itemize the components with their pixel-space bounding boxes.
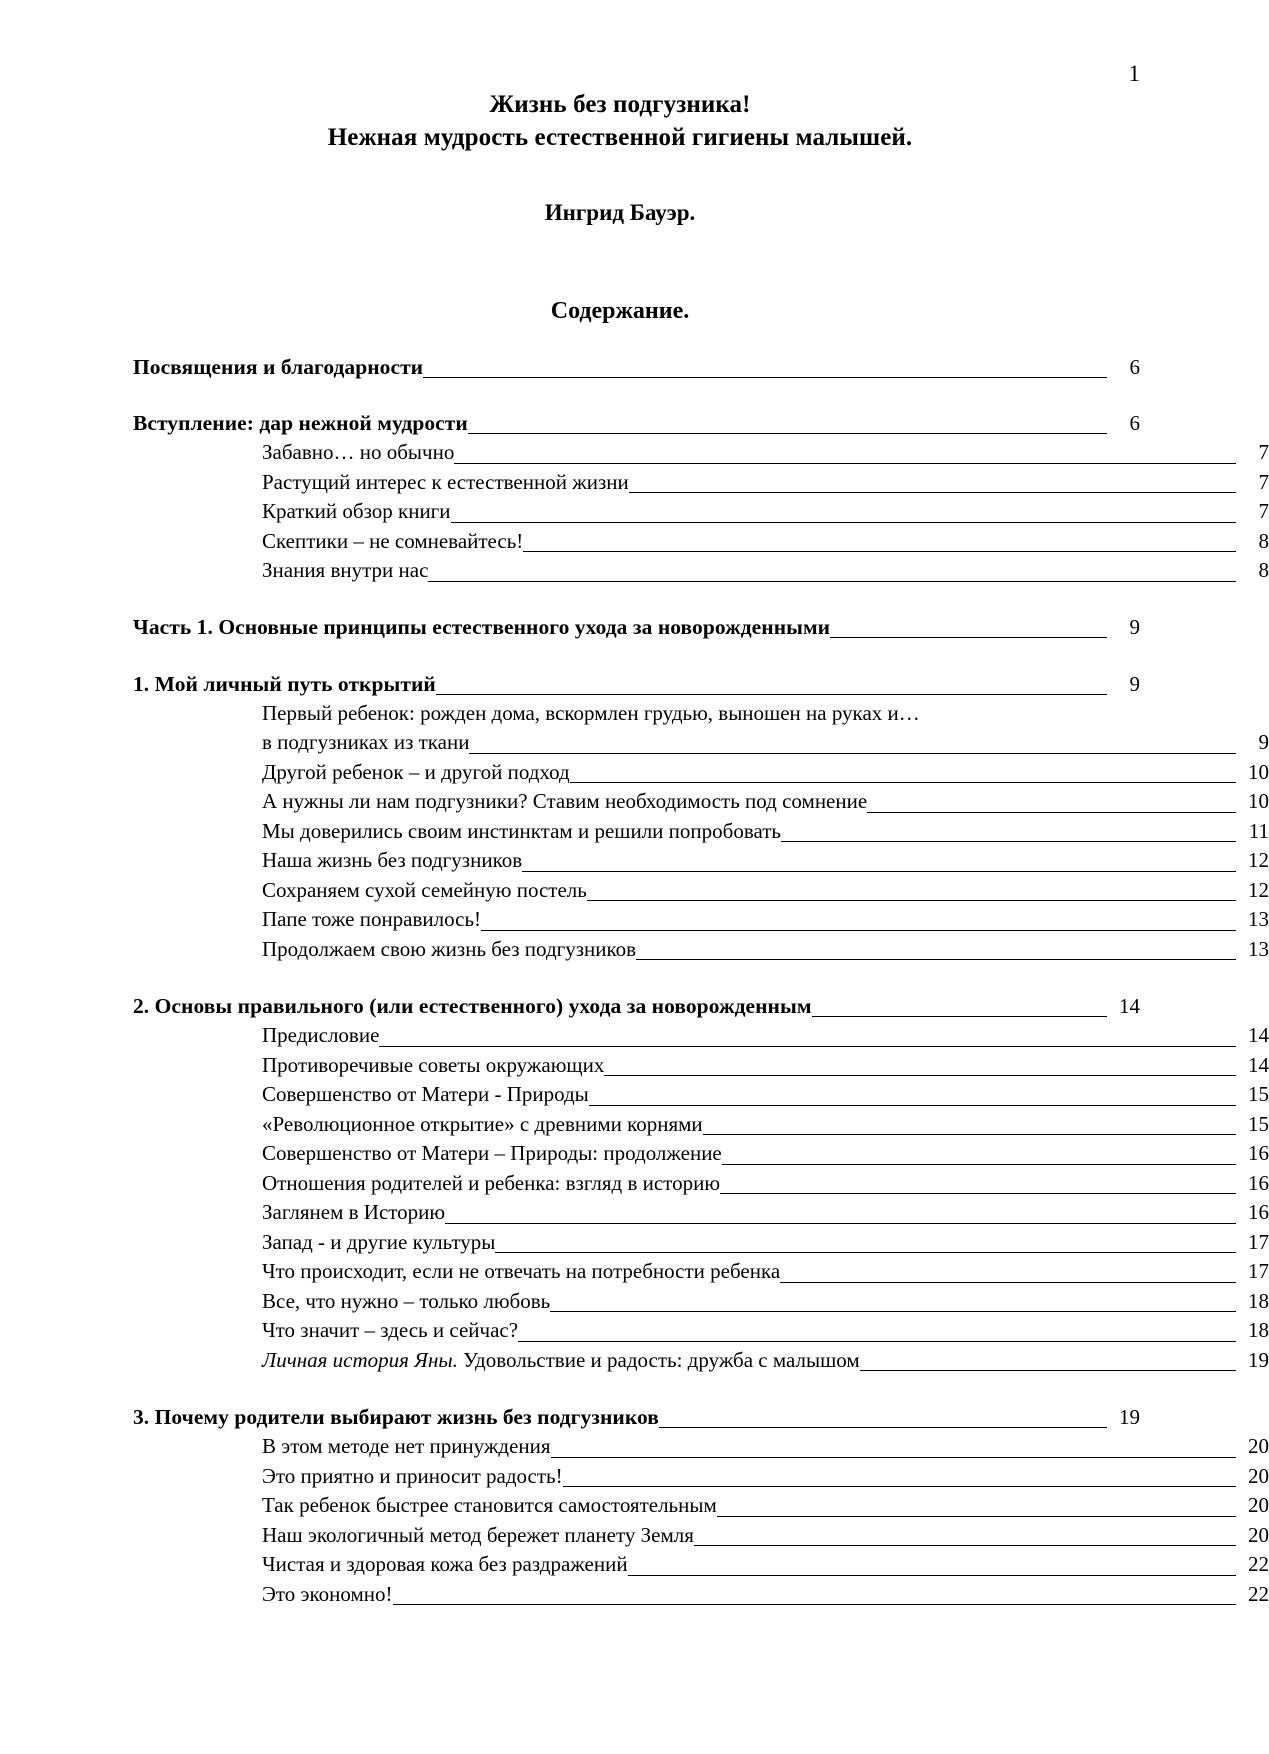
- toc-leader-rule: [469, 752, 1236, 754]
- toc-entry[interactable]: [133, 1198, 1269, 1228]
- toc-entry[interactable]: [133, 1110, 1269, 1140]
- toc-entry[interactable]: [133, 1432, 1269, 1462]
- toc-entry-page-number: 22: [1248, 1552, 1269, 1576]
- toc-entry[interactable]: [133, 408, 1140, 438]
- toc-leader-rule: [920, 723, 1236, 724]
- toc-entry-label: Предисловие: [262, 1023, 380, 1047]
- toc-leader-rule: [867, 811, 1236, 813]
- toc-entry[interactable]: [133, 846, 1269, 876]
- toc-entry-label: Все, что нужно – только любовь: [262, 1288, 551, 1313]
- toc-entry[interactable]: [133, 699, 1269, 729]
- toc-entry[interactable]: [133, 468, 1269, 498]
- toc-entry[interactable]: [133, 527, 1269, 557]
- toc-entry[interactable]: [133, 1080, 1269, 1110]
- toc-entry[interactable]: [133, 1316, 1269, 1346]
- toc-leader-rule: [860, 1369, 1236, 1371]
- toc-leader-rule: [563, 1485, 1236, 1487]
- toc-entry-page-number: 15: [1248, 1082, 1269, 1106]
- toc-leader-rule: [722, 1163, 1236, 1165]
- toc-leader-rule: [393, 1603, 1236, 1605]
- toc-entry-label: Совершенство от Матери - Природы: [262, 1082, 589, 1106]
- toc-entry[interactable]: [133, 1550, 1269, 1580]
- toc-leader-rule: [694, 1544, 1236, 1546]
- toc-entry[interactable]: [133, 1257, 1269, 1287]
- toc-entry-label: Это экономно!: [262, 1581, 393, 1606]
- toc-entry-page-number: 14: [1248, 1052, 1269, 1077]
- section-gap: [133, 642, 1140, 669]
- toc-leader-rule: [636, 958, 1236, 960]
- toc-entry-page-number: 8: [1258, 558, 1269, 582]
- toc-leader-rule: [445, 1222, 1236, 1224]
- table-of-contents-heading: Содержание.: [550, 298, 690, 324]
- toc-entry-label: Противоречивые советы окружающих: [262, 1052, 605, 1077]
- toc-entry-page-number: 13: [1248, 936, 1269, 961]
- toc-entry-label: Первый ребенок: рожден дома, вскормлен грудью, выношен на руках и…: [262, 700, 920, 725]
- toc-entry-page-number: 17: [1248, 1229, 1269, 1254]
- toc-leader-rule: [780, 1281, 1236, 1283]
- toc-entry-label: Знания внутри нас: [262, 558, 429, 582]
- table-of-contents-list: [133, 352, 1269, 1609]
- toc-entry[interactable]: [133, 1521, 1269, 1551]
- section-gap: [133, 1375, 1140, 1402]
- section-gap: [133, 586, 1140, 612]
- toc-entry-page-number: 16: [1248, 1141, 1269, 1165]
- page-number-folio: 1: [1128, 61, 1140, 86]
- toc-entry-page-number: 7: [1258, 499, 1269, 523]
- toc-entry-label: Часть 1. Основные принципы естественного ухода за новорожденными: [133, 614, 831, 639]
- toc-entry-page-number: 6: [1129, 355, 1140, 379]
- toc-entry-page-number: 19: [1119, 1405, 1140, 1429]
- toc-entry-page-number: 22: [1248, 1581, 1269, 1606]
- toc-leader-rule: [428, 580, 1236, 582]
- toc-entry-page-number: 18: [1248, 1288, 1269, 1313]
- toc-leader-rule: [454, 462, 1236, 464]
- toc-entry-label: в подгузниках из ткани: [262, 730, 470, 754]
- toc-entry-label: 3. Почему родители выбирают жизнь без подгузников: [133, 1405, 659, 1429]
- toc-entry-label: Забавно… но обычно: [262, 440, 455, 464]
- toc-entry-label: Наш экологичный метод бережет планету Земля: [262, 1522, 694, 1547]
- toc-entry-page-number: 15: [1248, 1111, 1269, 1136]
- toc-entry-page-number: 7: [1258, 440, 1269, 464]
- toc-entry[interactable]: [133, 669, 1140, 699]
- toc-entry-label: Что значит – здесь и сейчас?: [262, 1318, 519, 1342]
- toc-leader-rule: [830, 636, 1107, 638]
- toc-entry[interactable]: [133, 612, 1140, 642]
- toc-entry-page-number: 12: [1248, 848, 1269, 872]
- toc-entry[interactable]: [133, 1169, 1269, 1199]
- book-title-line-2: Нежная мудрость естественной гигиены малышей.: [327, 124, 913, 151]
- toc-leader-rule: [604, 1074, 1236, 1076]
- toc-entry-page-number: 17: [1248, 1259, 1269, 1283]
- toc-entry-label: Так ребенок быстрее становится самостоятельным: [262, 1493, 717, 1517]
- toc-entry-page-number: 16: [1248, 1170, 1269, 1195]
- toc-entry-page-number: 10: [1248, 759, 1269, 784]
- toc-leader-rule: [495, 1251, 1236, 1253]
- toc-leader-rule: [550, 1310, 1236, 1312]
- toc-entry-label: Что происходит, если не отвечать на потребности ребенка: [262, 1259, 781, 1283]
- toc-leader-rule: [522, 870, 1236, 872]
- toc-entry-page-number: 19: [1248, 1347, 1269, 1372]
- toc-leader-rule: [589, 1104, 1236, 1106]
- toc-entry[interactable]: [133, 758, 1269, 788]
- toc-entry-label: Сохраняем сухой семейную постель: [262, 877, 587, 902]
- toc-entry-page-number: 12: [1248, 877, 1269, 902]
- toc-leader-rule: [551, 1456, 1236, 1458]
- toc-entry[interactable]: [133, 905, 1269, 935]
- toc-leader-rule: [659, 1426, 1107, 1428]
- toc-leader-rule: [570, 781, 1236, 783]
- toc-entry-page-number: 8: [1258, 528, 1269, 553]
- author-name: Ингрид Бауэр.: [544, 200, 696, 225]
- toc-entry-label: «Революционное открытие» с древними корнями: [262, 1111, 703, 1136]
- toc-entry-label: Другой ребенок – и другой подход: [262, 759, 570, 784]
- toc-entry[interactable]: [133, 876, 1269, 906]
- toc-leader-rule: [518, 1340, 1236, 1342]
- toc-entry[interactable]: [133, 728, 1269, 758]
- toc-entry-page-number: 14: [1119, 994, 1140, 1018]
- toc-leader-rule: [481, 929, 1236, 931]
- toc-entry[interactable]: [133, 497, 1269, 527]
- toc-leader-rule: [523, 550, 1236, 552]
- toc-entry[interactable]: [133, 1287, 1269, 1317]
- book-title-line-1: Жизнь без подгузника!: [489, 91, 751, 118]
- toc-entry-label: Это приятно и приносит радость!: [262, 1463, 563, 1488]
- toc-entry-label: Совершенство от Матери – Природы: продолжение: [262, 1141, 722, 1165]
- toc-entry-label: Отношения родителей и ребенка: взгляд в историю: [262, 1170, 721, 1195]
- toc-entry[interactable]: [133, 1228, 1269, 1258]
- toc-entry-label: Чистая и здоровая кожа без раздражений: [262, 1552, 628, 1576]
- toc-leader-rule: [436, 693, 1107, 695]
- section-gap: [133, 964, 1140, 991]
- toc-leader-rule: [812, 1015, 1107, 1017]
- toc-entry-label: В этом методе нет принуждения: [262, 1434, 551, 1458]
- toc-entry-page-number: 16: [1248, 1200, 1269, 1224]
- toc-entry[interactable]: [133, 1462, 1269, 1492]
- toc-entry[interactable]: [133, 991, 1140, 1021]
- toc-entry-label: Личная история Яны. Удовольствие и радость: дружба с малышом: [262, 1347, 860, 1372]
- toc-entry[interactable]: [133, 1346, 1269, 1376]
- toc-entry[interactable]: [133, 1051, 1269, 1081]
- toc-entry-page-number: 13: [1248, 907, 1269, 931]
- toc-entry-label: Мы доверились своим инстинктам и решили попробовать: [262, 818, 781, 843]
- toc-entry-page-number: 10: [1248, 789, 1269, 813]
- toc-entry-page-number: 6: [1129, 411, 1140, 435]
- toc-entry[interactable]: [133, 1402, 1140, 1432]
- toc-entry-label: Заглянем в Историю: [262, 1200, 446, 1224]
- toc-entry[interactable]: [133, 817, 1269, 847]
- toc-entry-page-number: 14: [1248, 1023, 1269, 1047]
- toc-leader-rule: [379, 1045, 1236, 1047]
- toc-leader-rule: [720, 1192, 1236, 1194]
- toc-entry-label: Вступление: дар нежной мудрости: [133, 411, 468, 435]
- toc-entry-page-number: 9: [1258, 730, 1269, 754]
- toc-entry[interactable]: [133, 1139, 1269, 1169]
- toc-entry-page-number: 9: [1129, 614, 1140, 639]
- toc-entry-label: 2. Основы правильного (или естественного) ухода за новорожденным: [133, 994, 812, 1018]
- toc-entry[interactable]: [133, 438, 1269, 468]
- toc-entry-page-number: 18: [1248, 1318, 1269, 1342]
- section-gap: [133, 382, 1140, 408]
- toc-leader-rule: [703, 1133, 1236, 1135]
- toc-entry[interactable]: [133, 556, 1269, 586]
- toc-entry-label: Наша жизнь без подгузников: [262, 848, 523, 872]
- toc-entry-page-number: 20: [1248, 1434, 1269, 1458]
- toc-entry-label: Продолжаем свою жизнь без подгузников: [262, 936, 637, 961]
- title-block: [0, 88, 1240, 228]
- toc-entry-page-number: 20: [1248, 1493, 1269, 1517]
- toc-entry[interactable]: [133, 935, 1269, 965]
- toc-entry-label: 1. Мой личный путь открытий: [133, 671, 436, 696]
- toc-entry-label-secondary: Удовольствие и радость: дружба с малышом: [457, 1347, 860, 1372]
- toc-entry-label: Скептики – не сомневайтесь!: [262, 528, 524, 553]
- toc-entry[interactable]: [133, 352, 1140, 382]
- toc-entry-page-number: 9: [1129, 671, 1140, 696]
- toc-entry-label: Растущий интерес к естественной жизни: [262, 469, 629, 494]
- toc-leader-rule: [468, 432, 1107, 434]
- toc-entry-label: Запад - и другие культуры: [262, 1229, 496, 1254]
- toc-leader-rule: [717, 1515, 1236, 1517]
- toc-leader-rule: [587, 899, 1236, 901]
- toc-entry-page-number: 7: [1258, 469, 1269, 494]
- toc-entry[interactable]: [133, 1021, 1269, 1051]
- toc-leader-rule: [451, 521, 1236, 523]
- toc-entry-label: Папе тоже понравилось!: [262, 907, 482, 931]
- toc-entry-page-number: 20: [1248, 1522, 1269, 1547]
- toc-leader-rule: [423, 376, 1107, 378]
- toc-entry-page-number: 20: [1248, 1463, 1269, 1488]
- toc-entry[interactable]: [133, 787, 1269, 817]
- toc-entry-label: Посвящения и благодарности: [133, 355, 424, 379]
- toc-leader-rule: [628, 1574, 1236, 1576]
- toc-entry[interactable]: [133, 1580, 1269, 1610]
- toc-leader-rule: [781, 840, 1236, 842]
- toc-entry-label: Краткий обзор книги: [262, 499, 451, 523]
- toc-entry-label: А нужны ли нам подгузники? Ставим необходимость под сомнение: [262, 789, 868, 813]
- toc-entry[interactable]: [133, 1491, 1269, 1521]
- toc-entry-page-number: 11: [1248, 818, 1269, 843]
- toc-leader-rule: [629, 491, 1236, 493]
